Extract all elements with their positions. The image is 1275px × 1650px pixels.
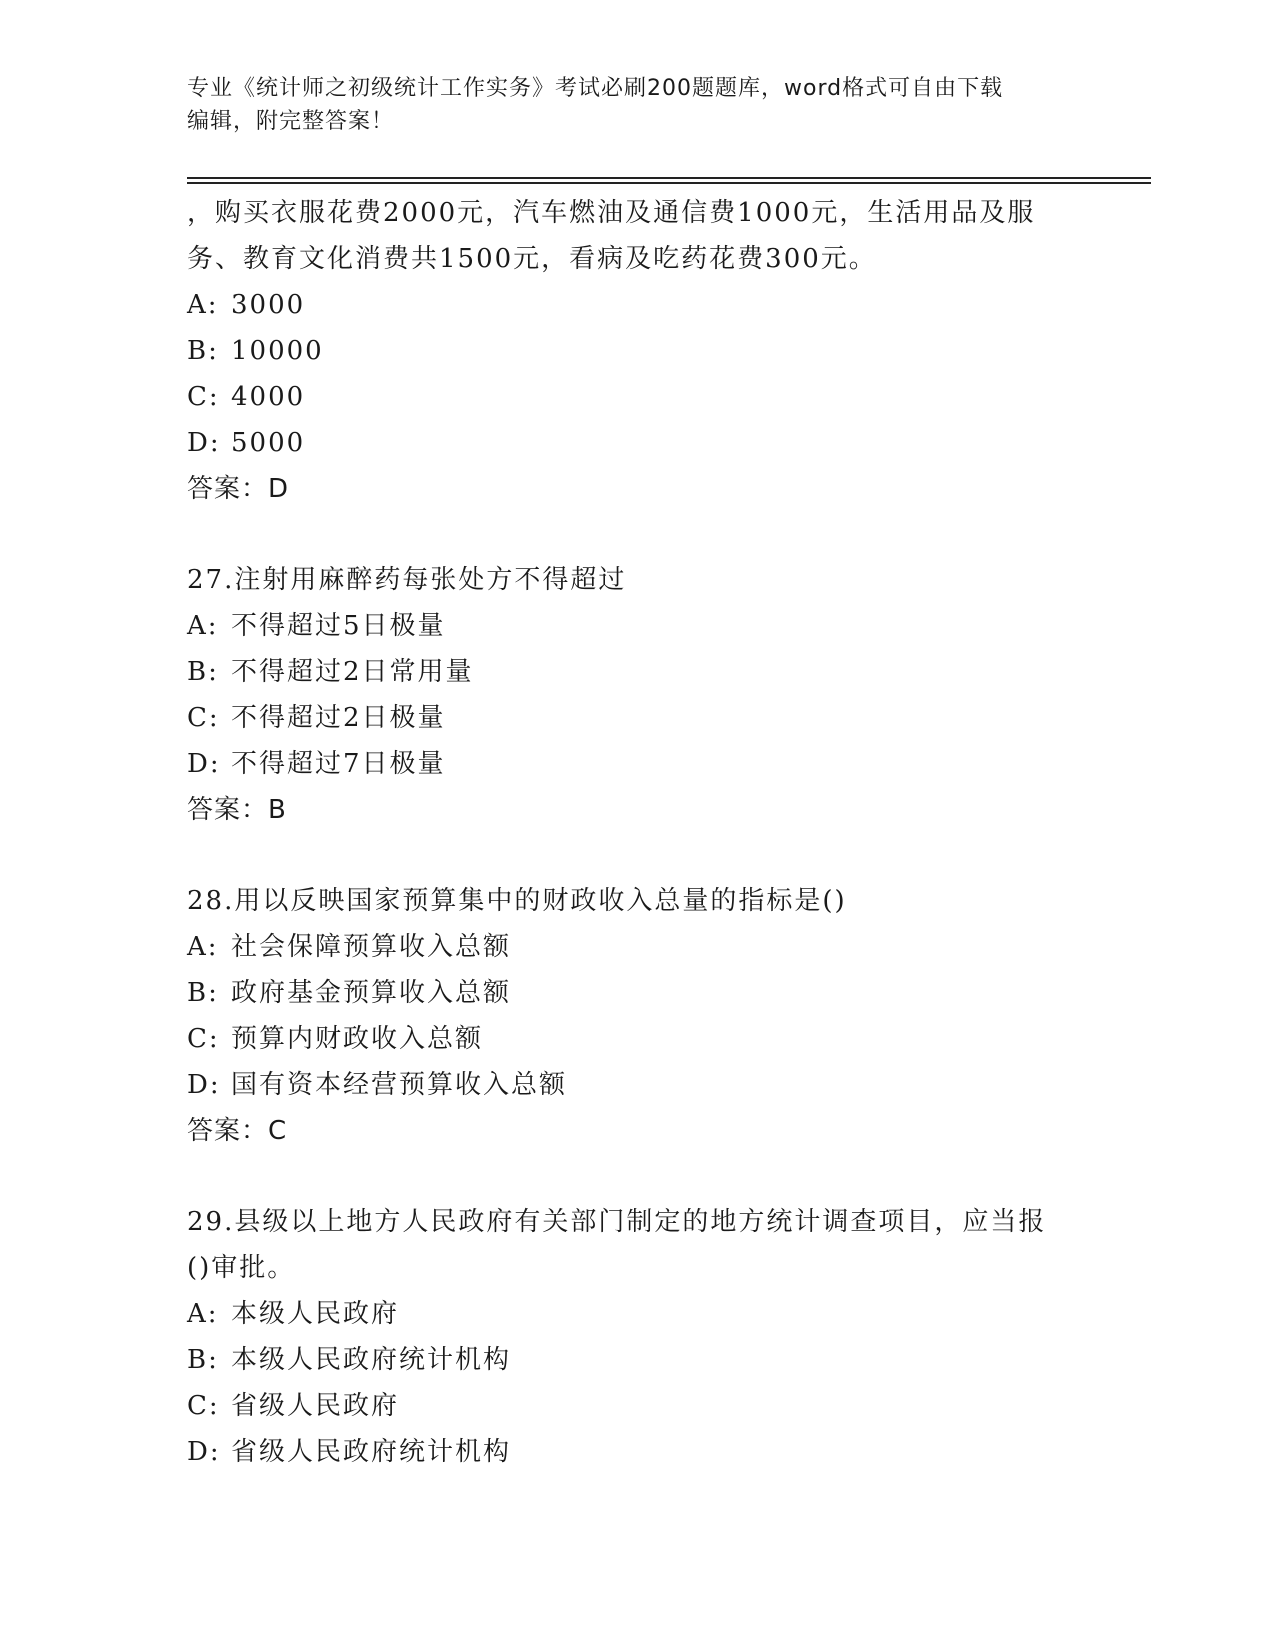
option-b bbox=[187, 1337, 1087, 1383]
option-text: 3000 bbox=[231, 290, 306, 320]
option-b bbox=[187, 649, 1087, 695]
option-text: 省级人民政府 bbox=[231, 1391, 400, 1421]
header-divider-bottom bbox=[187, 182, 1151, 184]
header-line-2: 编辑，附完整答案！ bbox=[187, 109, 395, 134]
question-stem-line: 务、教育文化消费共1500元，看病及吃药花费300元。 bbox=[187, 244, 877, 274]
option-d bbox=[187, 741, 1087, 787]
option-a bbox=[187, 282, 1087, 328]
document-header bbox=[187, 72, 1087, 138]
option-key: C: bbox=[187, 1024, 220, 1054]
option-text: 5000 bbox=[231, 428, 306, 458]
answer-line: 答案：B bbox=[187, 795, 287, 825]
answer-line: 答案：C bbox=[187, 1116, 288, 1146]
question-29 bbox=[187, 1199, 1087, 1475]
option-key: B: bbox=[187, 1345, 219, 1375]
question-stem-line: 27.注射用麻醉药每张处方不得超过 bbox=[187, 565, 627, 595]
option-key: D: bbox=[187, 1070, 221, 1100]
option-text: 不得超过5日极量 bbox=[231, 611, 446, 641]
option-text: 本级人民政府 bbox=[231, 1299, 400, 1329]
option-a bbox=[187, 603, 1087, 649]
option-key: B: bbox=[187, 336, 219, 366]
option-c bbox=[187, 1383, 1087, 1429]
question-stem-line: 29.县级以上地方人民政府有关部门制定的地方统计调查项目，应当报 bbox=[187, 1207, 1047, 1237]
option-key: B: bbox=[187, 978, 219, 1008]
option-text: 4000 bbox=[231, 382, 306, 412]
option-b bbox=[187, 970, 1087, 1016]
option-key: C: bbox=[187, 703, 220, 733]
header-line-1: 专业《统计师之初级统计工作实务》考试必刷200题题库，word格式可自由下载 bbox=[187, 76, 1004, 101]
option-key: D: bbox=[187, 1437, 221, 1467]
option-text: 本级人民政府统计机构 bbox=[231, 1345, 512, 1375]
header-divider-top bbox=[187, 177, 1151, 179]
option-key: A: bbox=[187, 932, 219, 962]
question-list bbox=[187, 190, 1087, 1520]
option-key: A: bbox=[187, 290, 219, 320]
option-key: A: bbox=[187, 1299, 219, 1329]
question-stem-line: 28.用以反映国家预算集中的财政收入总量的指标是() bbox=[187, 886, 847, 916]
option-text: 不得超过7日极量 bbox=[231, 749, 446, 779]
option-key: C: bbox=[187, 382, 220, 412]
option-key: A: bbox=[187, 611, 219, 641]
option-c bbox=[187, 1016, 1087, 1062]
option-text: 不得超过2日极量 bbox=[231, 703, 446, 733]
option-key: D: bbox=[187, 428, 221, 458]
question-stem-line: ，购买衣服花费2000元，汽车燃油及通信费1000元，生活用品及服 bbox=[187, 198, 1036, 228]
option-text: 政府基金预算收入总额 bbox=[231, 978, 512, 1008]
option-text: 预算内财政收入总额 bbox=[231, 1024, 484, 1054]
option-key: D: bbox=[187, 749, 221, 779]
option-a bbox=[187, 1291, 1087, 1337]
option-text: 10000 bbox=[231, 336, 324, 366]
option-key: C: bbox=[187, 1391, 220, 1421]
option-key: B: bbox=[187, 657, 219, 687]
option-text: 不得超过2日常用量 bbox=[231, 657, 474, 687]
option-c bbox=[187, 374, 1087, 420]
option-b bbox=[187, 328, 1087, 374]
option-text: 国有资本经营预算收入总额 bbox=[231, 1070, 568, 1100]
question-stem-line: ()审批。 bbox=[187, 1253, 296, 1283]
option-d bbox=[187, 1429, 1087, 1475]
question-27 bbox=[187, 557, 1087, 833]
option-d bbox=[187, 1062, 1087, 1108]
question-28 bbox=[187, 878, 1087, 1154]
question-26-continued bbox=[187, 190, 1087, 512]
answer-line: 答案：D bbox=[187, 474, 290, 504]
option-a bbox=[187, 924, 1087, 970]
option-text: 省级人民政府统计机构 bbox=[231, 1437, 512, 1467]
option-text: 社会保障预算收入总额 bbox=[231, 932, 512, 962]
option-d bbox=[187, 420, 1087, 466]
option-c bbox=[187, 695, 1087, 741]
